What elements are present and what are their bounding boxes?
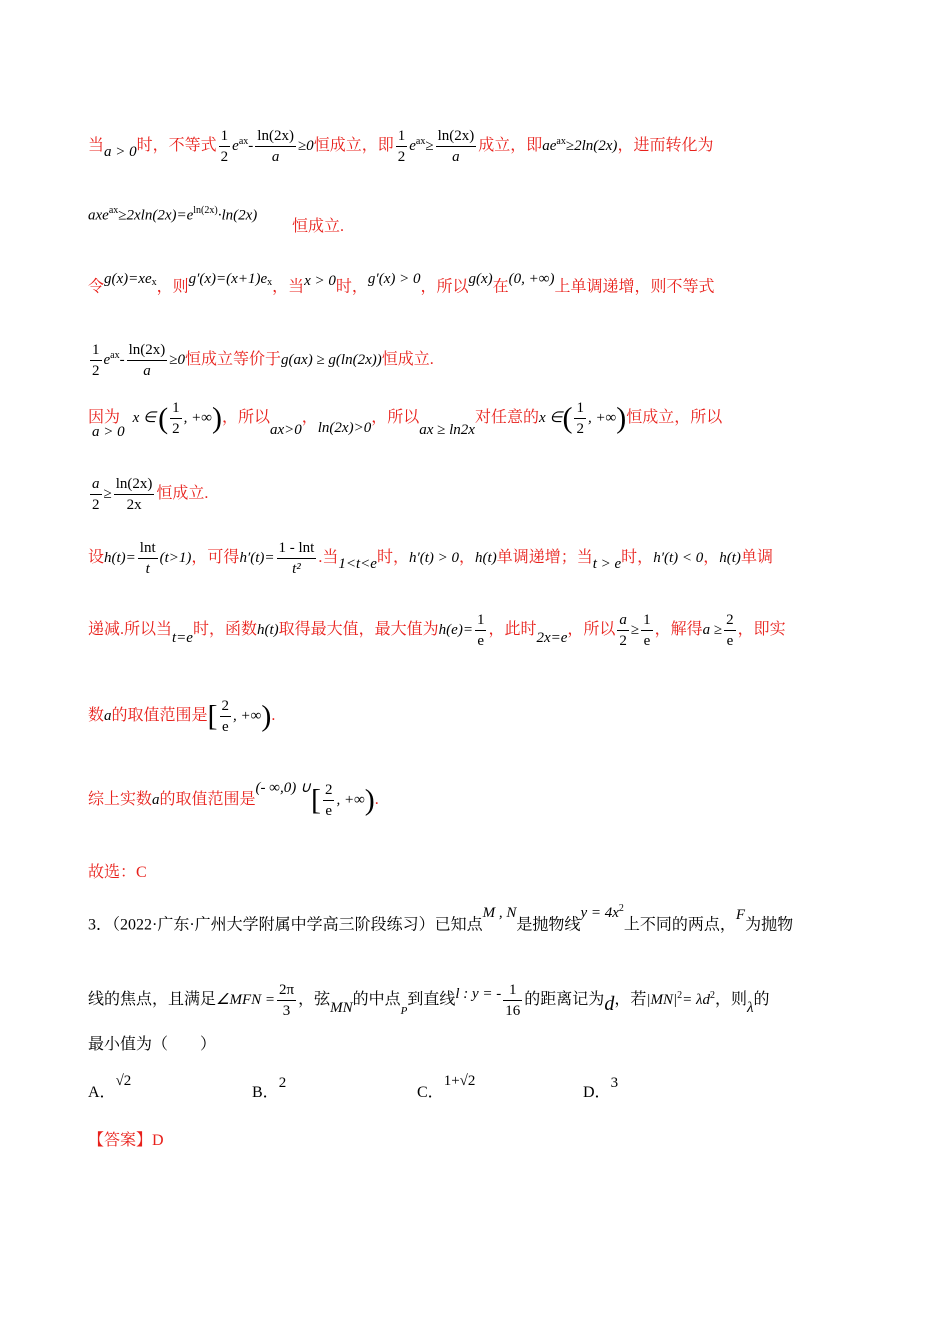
option-value: 2 (278, 1075, 287, 1091)
solution-line-10 (88, 780, 379, 821)
bracket: ) (261, 699, 272, 733)
math: MN (330, 1000, 353, 1017)
math: P (400, 1005, 408, 1018)
text: 为抛物 (745, 916, 794, 934)
fraction: $\frac{\ln(2x)}{a}$ (437, 128, 475, 165)
math: h(t) (475, 550, 497, 567)
math: (t>1) (159, 550, 192, 567)
option-a[interactable] (88, 1073, 132, 1104)
answer-line (88, 1130, 164, 1152)
text: 上不同的两点， (623, 916, 736, 934)
bracket: ) (616, 401, 627, 435)
math: ≥2ln(2x) (565, 138, 618, 155)
math: e (232, 138, 239, 155)
text: 时， (335, 278, 368, 296)
math: ln(2x)>0 (317, 420, 372, 437)
text: 到直线 (407, 991, 456, 1009)
text: ， (301, 409, 318, 427)
question-3-line-2 (88, 980, 769, 1021)
fraction: $\frac{2}{e}$ (324, 782, 333, 819)
math: x ∈ (132, 410, 157, 427)
text: ， (703, 549, 720, 567)
math: ae (542, 138, 557, 155)
math: 1<t<e (338, 556, 377, 573)
text: ，可得 (191, 549, 240, 567)
math: x (267, 277, 273, 288)
text: ，若 (614, 991, 647, 1009)
text: 故选：C (88, 864, 147, 881)
text: 在 (492, 278, 509, 296)
text: 时，不等式 (136, 137, 217, 155)
solution-line-1 (88, 126, 713, 167)
math: ≥ (630, 622, 640, 639)
text: ，即实 (737, 621, 786, 639)
math: y = 4x (580, 905, 619, 922)
answer-value: D (152, 1132, 164, 1149)
text: ，当 (272, 278, 305, 296)
fraction: $\frac{a}{2}$ (92, 476, 100, 513)
text: 当 (88, 137, 105, 155)
solution-line-7 (88, 538, 773, 579)
option-label: D． (583, 1084, 611, 1101)
math: ≥0 (297, 138, 314, 155)
math: h′(t)= (239, 550, 275, 567)
bracket: ) (211, 401, 222, 435)
math: ax (415, 135, 426, 147)
fraction: $\frac{1}{2}$ (576, 400, 584, 437)
math: ax (108, 205, 119, 216)
math: a (104, 708, 112, 725)
math: - (248, 138, 254, 155)
option-label: A． (88, 1084, 116, 1101)
math: e (103, 352, 111, 369)
text: 递减.所以当 (88, 621, 173, 639)
fraction: $\frac{\ln t}{t}$ (139, 540, 156, 577)
text: ，所以 (371, 409, 420, 427)
question-3-line-1 (88, 903, 794, 936)
text: 时， (621, 549, 654, 567)
option-value: 3 (610, 1075, 619, 1091)
math: ≥2xln(2x)=e (118, 207, 194, 224)
math: h(t) (719, 550, 741, 567)
option-d[interactable] (583, 1075, 619, 1104)
math: g(x) (468, 271, 493, 288)
math: ≥ (425, 138, 434, 155)
text: .当 (318, 549, 339, 567)
math: - (119, 352, 125, 369)
bracket: [ (310, 783, 321, 817)
math: ax ≥ ln2x (419, 422, 475, 439)
text: ，所以 (221, 409, 270, 427)
math: ∠MFN = (216, 992, 275, 1009)
text: ，弦 (298, 991, 331, 1009)
math: M , N (482, 905, 517, 922)
math: g′(x) > 0 (367, 271, 421, 288)
math: 2 (618, 903, 624, 914)
solution-line-2b (292, 216, 344, 238)
text: 的取值范围是 (111, 707, 208, 725)
math: t=e (172, 630, 193, 647)
math: h′(t) > 0 (408, 550, 460, 567)
math: e (409, 138, 416, 155)
text: ，则 (714, 991, 747, 1009)
text: 单调 (740, 549, 773, 567)
text: ，则 (156, 278, 189, 296)
text: 因为 (88, 409, 121, 427)
text: 恒成立等价于 (185, 351, 282, 369)
bracket: ( (562, 401, 573, 435)
math: (- ∞,0) ∪ (255, 780, 311, 797)
text: 3．（2022·广东·广州大学附属中学高三阶段练习）已知点 (88, 916, 483, 934)
fraction: $\frac{\ln(2x)}{a}$ (257, 128, 294, 165)
fraction: $\frac{1}{2}$ (92, 342, 100, 379)
fraction: $\frac{2}{e}$ (221, 698, 230, 735)
math: h(t) (256, 622, 279, 639)
math: (0, +∞) (508, 271, 555, 288)
fraction: $\frac{a}{2}$ (619, 612, 627, 649)
solution-line-4 (88, 340, 434, 381)
option-c[interactable] (417, 1073, 476, 1104)
math: ln(2x) (193, 205, 218, 216)
text: . (271, 707, 276, 725)
fraction: $\frac{1}{e}$ (476, 612, 485, 649)
fraction: $\frac{\ln(2x)}{a}$ (128, 342, 166, 379)
solution-line-6 (88, 474, 208, 515)
fraction: $\frac{1}{e}$ (643, 612, 651, 649)
math: 2 (709, 989, 715, 1001)
math: 2 (677, 989, 683, 1001)
text: 恒成立. (156, 485, 209, 503)
bracket: ( (158, 401, 169, 435)
text: 令 (88, 278, 105, 296)
text: 的 (753, 991, 770, 1009)
question-3-line-3 (88, 1034, 216, 1056)
text: 设 (88, 549, 105, 567)
fraction: $\frac{1}{2}$ (220, 128, 229, 165)
option-label: B． (252, 1084, 279, 1101)
text: 数 (88, 707, 105, 725)
text: 上单调递增，则不等式 (554, 278, 715, 296)
text: 的中点 (352, 991, 401, 1009)
math: a (152, 792, 160, 809)
option-value: √2 (115, 1073, 132, 1089)
solution-line-5 (88, 398, 722, 439)
math: F (735, 907, 746, 924)
fraction: $\frac{\ln(2x)}{2x}$ (115, 476, 153, 513)
math: ≥ (103, 486, 112, 503)
math: ax (238, 135, 249, 147)
math: ·ln(2x) (217, 207, 258, 224)
math: x (151, 277, 157, 288)
text: 是抛物线 (516, 916, 581, 934)
math: 2x=e (536, 630, 568, 647)
math: t > e (592, 556, 622, 573)
math: = λd (682, 992, 710, 1009)
math: ax (556, 135, 566, 147)
solution-line-11 (88, 862, 147, 884)
solution-line-8 (88, 610, 786, 651)
math: x ∈ (538, 410, 563, 427)
math: ≥0 (169, 352, 186, 369)
solution-line-2 (88, 200, 257, 226)
math: x > 0 (304, 273, 336, 290)
text: 恒成立. (292, 218, 345, 235)
bracket: ) (364, 783, 375, 817)
math: ax (110, 349, 120, 361)
text: 恒成立. (381, 351, 434, 369)
text: 成立，即 (478, 137, 543, 155)
bracket: [ (207, 699, 218, 733)
text: . (374, 791, 379, 809)
text: 最小值为（ ） (88, 1036, 217, 1053)
math: , +∞ (587, 410, 617, 427)
fraction: $\frac{2}{e}$ (726, 612, 734, 649)
text: ，解得 (654, 621, 703, 639)
text: ，所以 (567, 621, 616, 639)
text: 的距离记为 (524, 991, 605, 1009)
text: 时， (376, 549, 409, 567)
text: 单调递增；当 (496, 549, 593, 567)
math: h(t)= (104, 550, 136, 567)
math: d (604, 993, 615, 1016)
fraction: $\frac{2\pi}{3}$ (279, 982, 295, 1019)
text: ，所以 (420, 278, 469, 296)
math: , +∞ (183, 410, 212, 427)
solution-line-9 (88, 696, 275, 737)
math: h(e)= (438, 622, 473, 639)
math: l : y = - (455, 986, 502, 1003)
text: 线的焦点，且满足 (88, 991, 217, 1009)
fraction: $\frac{1 - \ln t}{\text{t²}}$ (278, 540, 315, 577)
fraction: $\frac{1}{16}$ (505, 982, 521, 1019)
text: 取得最大值，最大值为 (278, 621, 439, 639)
math: |MN| (646, 992, 678, 1009)
math: a > 0 (92, 424, 125, 441)
math: a > 0 (104, 144, 137, 161)
fraction: $\frac{1}{2}$ (397, 128, 406, 165)
text: 综上实数 (88, 791, 153, 809)
option-b[interactable] (252, 1075, 287, 1104)
math: g(ax) ≥ g(ln(2x)) (281, 352, 382, 369)
math: a ≥ (702, 622, 723, 639)
answer-label: 【答案】 (88, 1132, 153, 1149)
text: 时，函数 (192, 621, 257, 639)
text: 恒成立，所以 (626, 409, 723, 427)
math: ax>0 (269, 422, 302, 439)
math: g(x)=xe (104, 271, 152, 288)
text: 的取值范围是 (159, 791, 256, 809)
math: axe (88, 207, 109, 224)
math: h′(t) < 0 (653, 550, 704, 567)
math: g′(x)=(x+1)e (188, 271, 268, 288)
text: ， (459, 549, 476, 567)
text: ，进而转化为 (617, 137, 714, 155)
text: 恒成立，即 (313, 137, 394, 155)
math: , +∞ (336, 792, 365, 809)
math: , +∞ (233, 708, 262, 725)
fraction: $\frac{1}{2}$ (172, 400, 180, 437)
option-value: 1+√2 (443, 1073, 476, 1089)
text: 对任意的 (474, 409, 539, 427)
text: ，此时 (488, 621, 537, 639)
solution-line-3 (88, 272, 715, 298)
option-label: C． (417, 1084, 444, 1101)
math: λ (746, 1000, 754, 1017)
